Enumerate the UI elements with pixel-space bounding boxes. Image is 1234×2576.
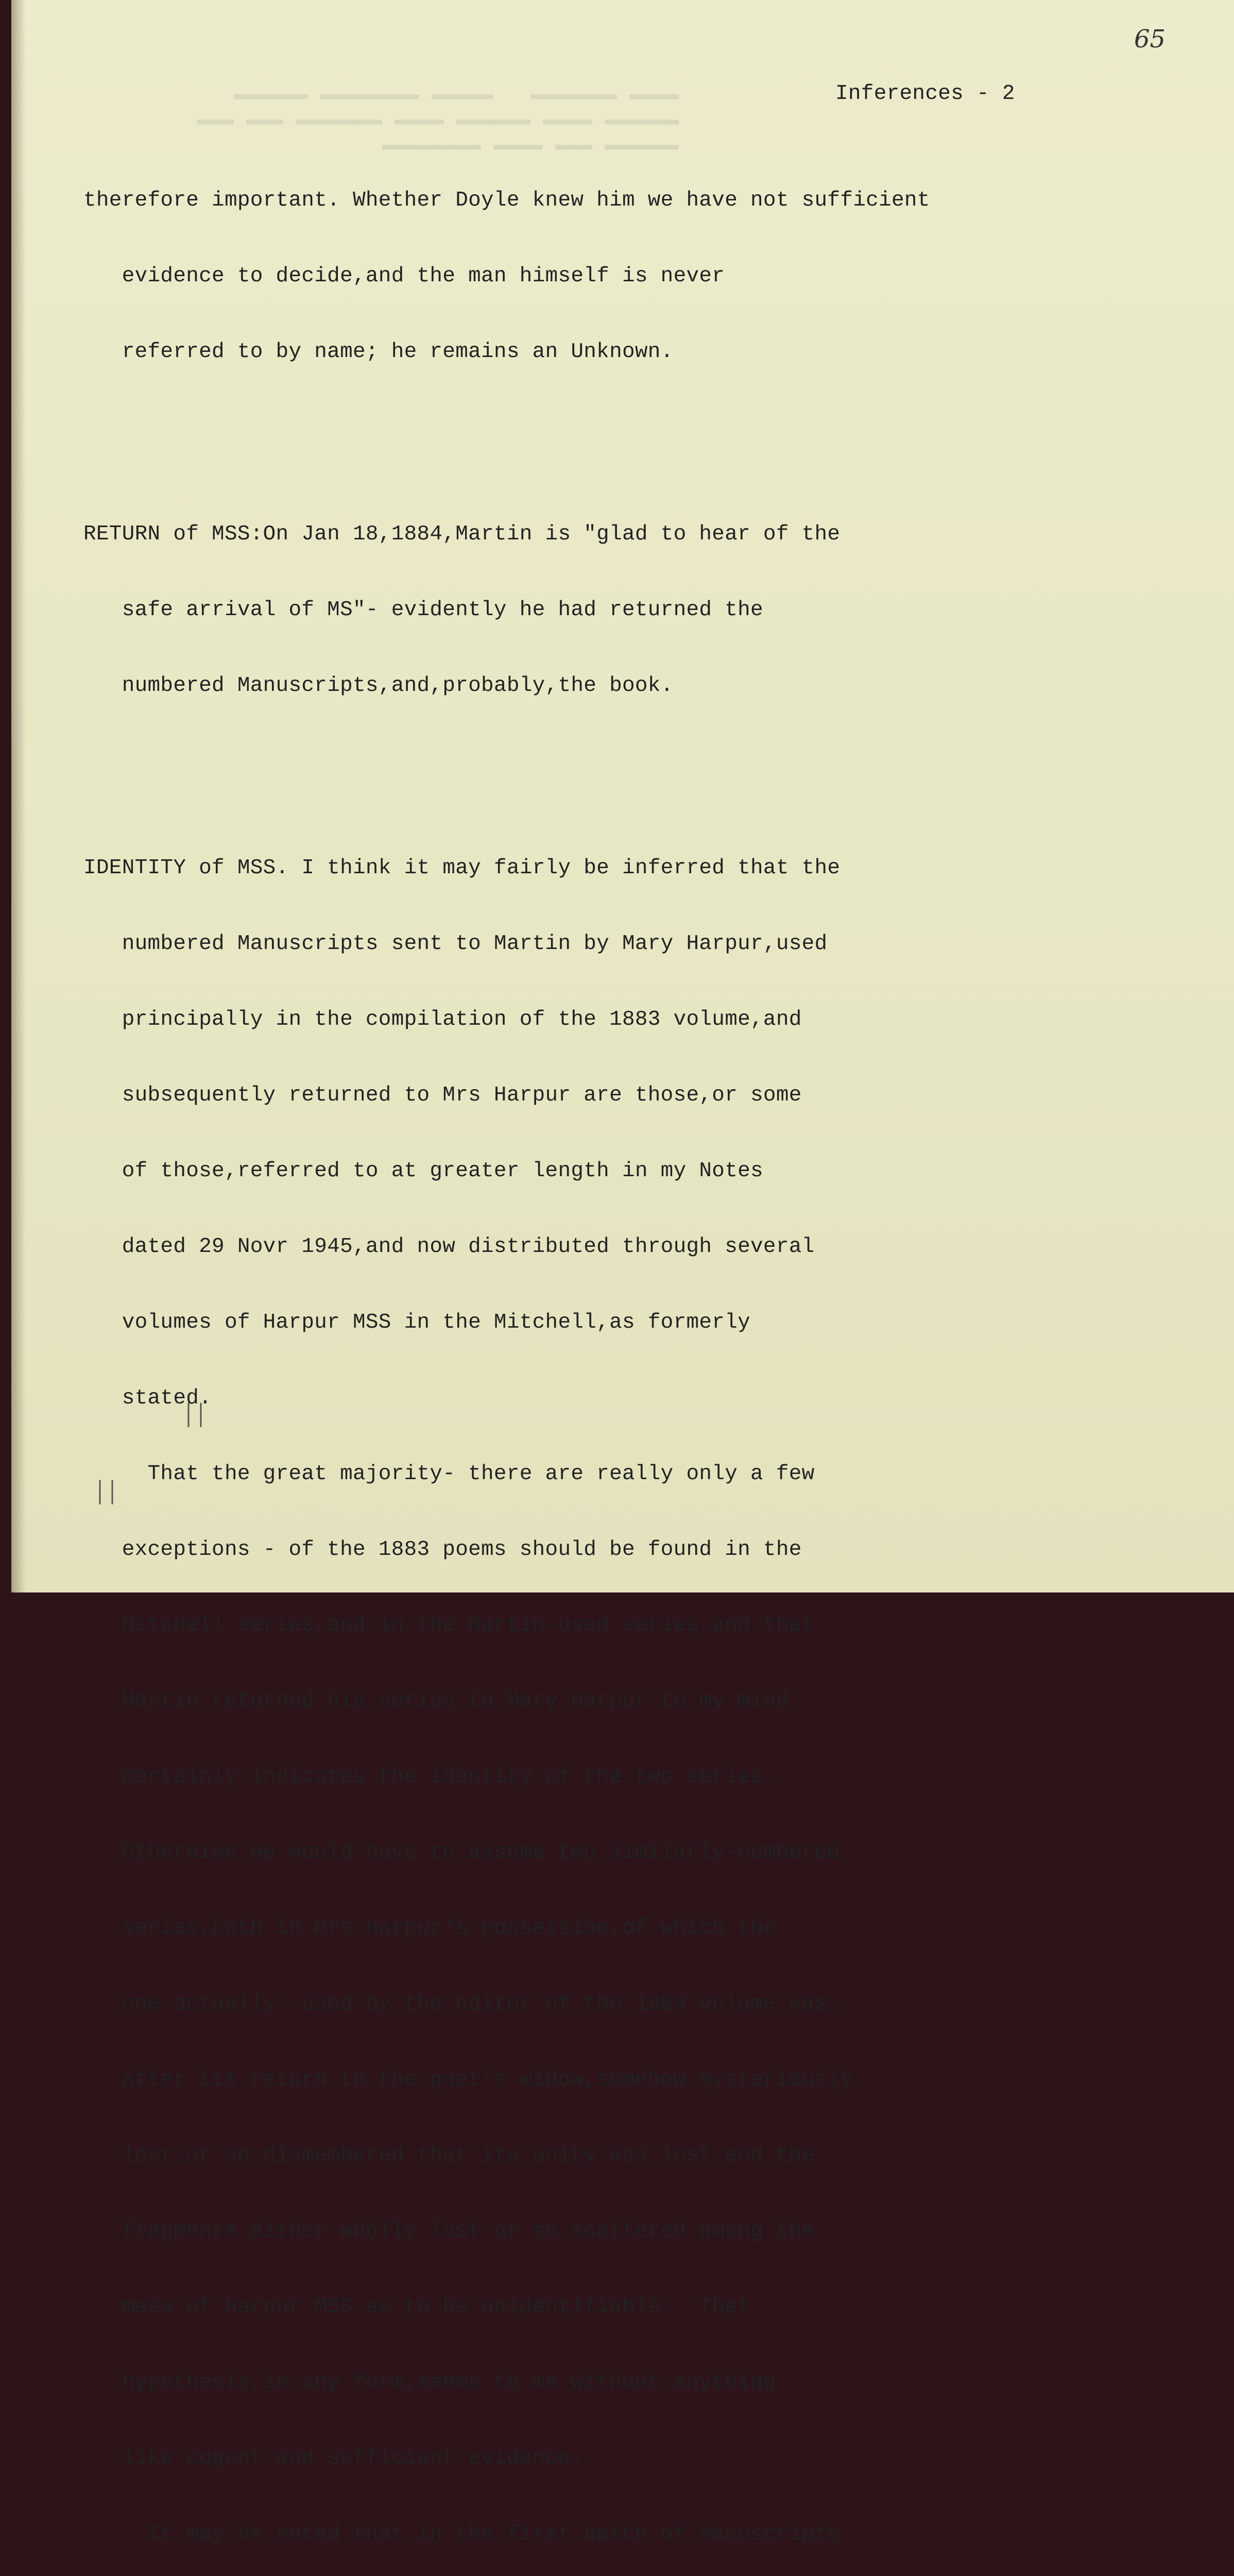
text-line: after its return to the poet's widow,somehow mysteriously (83, 2068, 853, 2092)
text-line: subsequently returned to Mrs Harpur are those,or some (83, 1083, 802, 1107)
text-line: hypothesis,in any form,seems to me without anything (83, 2371, 776, 2395)
text-line: dated 29 Novr 1945,and now distributed through several (83, 1235, 815, 1259)
text-line: principally in the compilation of the 1883 volume,and (83, 1008, 802, 1031)
text-line: certainly indicates the identity of the two series. (83, 1765, 776, 1789)
text-line: Otherwise we would have to assume two similarly-numbered (83, 1841, 841, 1865)
text-line: safe arrival of MS"- evidently he had returned the (83, 598, 763, 622)
text-line: That the great majority- there are really only a few (83, 1462, 815, 1486)
text-line: like cogent and sufficient evidence. (83, 2447, 584, 2470)
page-header-title: Inferences - 2 (835, 82, 1015, 106)
text-line: one actually used by the editor of the 1883 volume was, (83, 1992, 841, 2016)
page-number: 65 (1134, 25, 1166, 54)
text-line: referred to by name; he remains an Unknown. (83, 340, 674, 364)
text-line: IDENTITY of MSS. I think it may fairly be inferred that the (83, 856, 841, 880)
margin-pencil-mark: ׀׀ (182, 1406, 208, 1430)
margin-pencil-mark: ׀׀ (94, 1484, 119, 1507)
text-line: Mitchell series,and in the Martin-used series,and that (83, 1614, 815, 1637)
text-line: therefore important. Whether Doyle knew him we have not sufficient (83, 189, 930, 212)
show-through-texture: ▬▬▬▬ ▬▬▬▬▬▬▬ ▬▬▬▬▬ ▬▬▬▬▬▬▬▬ ▬▬▬▬▬▬ ▬▬▬▬▬▬ ▬▬▬▬ ▬▬▬▬▬▬ ▬▬▬▬ ▬▬▬▬▬▬▬ ▬▬▬ ▬▬▬ ▬▬▬▬▬▬ ▬▬▬ ▬▬▬▬ ▬▬▬▬▬▬▬▬ (197, 83, 679, 157)
text-line: volumes of Harpur MSS in the Mitchell,as formerly (83, 1311, 751, 1334)
text-line: stated. (83, 1386, 212, 1410)
text-line: mass of Harpur MSS as to be unidentifiable. That (83, 2295, 751, 2319)
text-line: lost,or so dismembered that its unity was lost and the (83, 2144, 815, 2167)
text-line: exceptions - of the 1883 poems should be found in the (83, 1538, 802, 1562)
text-line: series,both in Mrs Harpur's possession,of which the (83, 1917, 776, 1940)
text-line: numbered Manuscripts,and,probably,the book. (83, 674, 674, 698)
text-line: numbered Manuscripts sent to Martin by Mary Harpur,used (83, 932, 828, 956)
typed-text-block (83, 31, 1211, 2576)
text-line: evidence to decide,and the man himself is never (83, 264, 725, 288)
document-page (11, 0, 1234, 2546)
text-line: It may be noted that in the first batch of Manuscripts (83, 2522, 841, 2546)
text-line: of those,referred to at greater length in my Notes (83, 1159, 763, 1183)
text-line: fragments either wholly lost or so scattered among the (83, 2219, 815, 2243)
text-line: RETURN of MSS:On Jan 18,1884,Martin is "glad to hear of the (83, 522, 841, 546)
text-line: Martin returned his series to Mary Harpur to my mind (83, 1689, 789, 1713)
